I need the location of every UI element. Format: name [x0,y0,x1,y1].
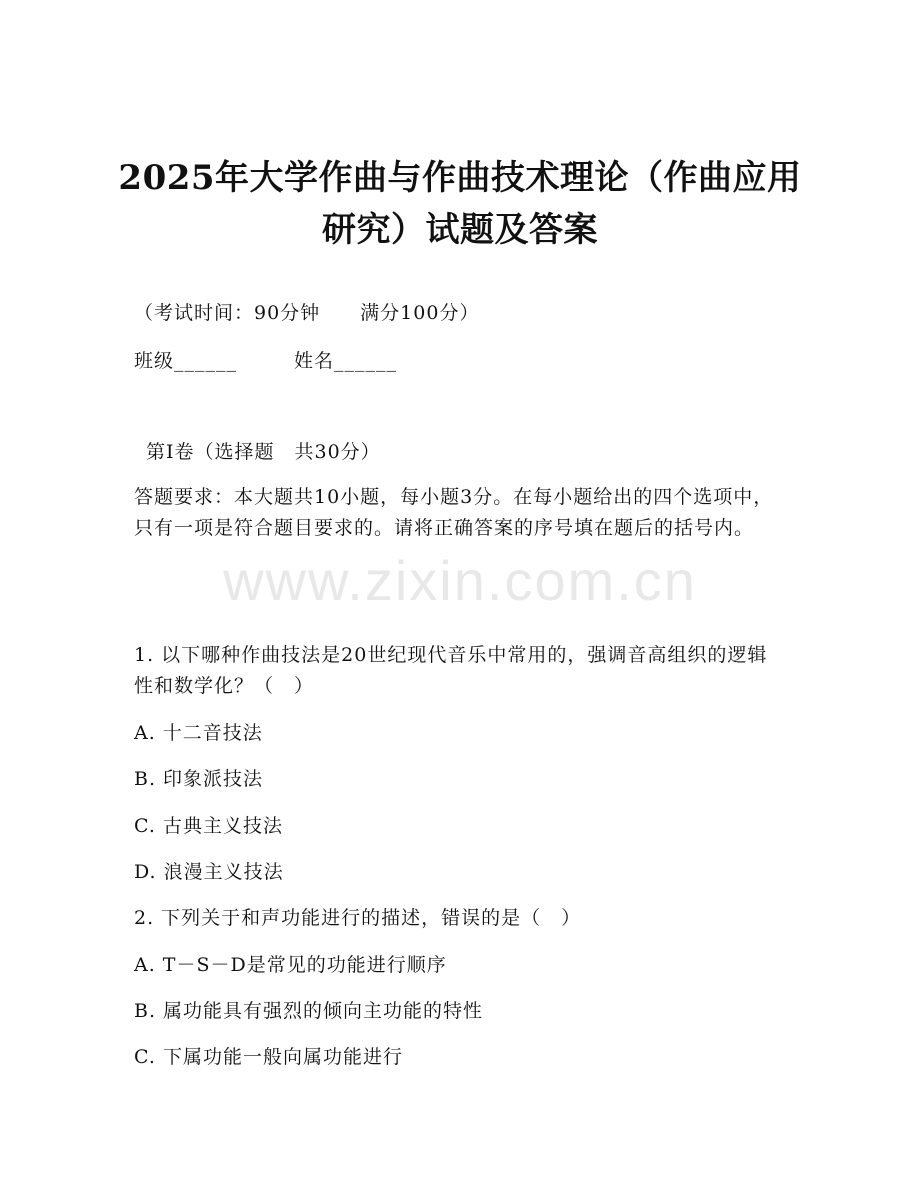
question-2-stem: 2. 下列关于和声功能进行的描述，错误的是（ ） [134,907,582,929]
watermark: www.zixin.com.cn [223,549,697,612]
title-line-1: 2025年大学作曲与作曲技术理论（作曲应用 [118,158,802,198]
question-1-option-c: C. 古典主义技法 [134,815,283,837]
question-2-option-a: A. T－S－D是常见的功能进行顺序 [134,954,447,976]
question-1-option-a: A. 十二音技法 [134,722,263,744]
question-1-option-b: B. 印象派技法 [134,768,264,790]
exam-time-info: （考试时间：90分钟 满分100分） [134,302,480,324]
question-1-stem: 1. 以下哪种作曲技法是20世纪现代音乐中常用的，强调音高组织的逻辑性和数学化？（ ） [134,644,768,697]
name-field-label: 姓名______ [294,350,398,372]
title-line-2: 研究）试题及答案 [322,210,598,250]
class-field-label: 班级______ [134,350,238,372]
question-2-option-c: C. 下属功能一般向属功能进行 [134,1046,403,1068]
question-2-option-b: B. 属功能具有强烈的倾向主功能的特性 [134,1000,484,1022]
answer-instructions: 答题要求：本大题共10小题，每小题3分。在每小题给出的四个选项中，只有一项是符合题目要求的。请将正确答案的序号填在题后的括号内。 [134,486,774,539]
section-heading: 第Ⅰ卷（选择题 共30分） [146,441,381,463]
document-title [0,152,920,256]
question-1-option-d: D. 浪漫主义技法 [134,861,284,883]
